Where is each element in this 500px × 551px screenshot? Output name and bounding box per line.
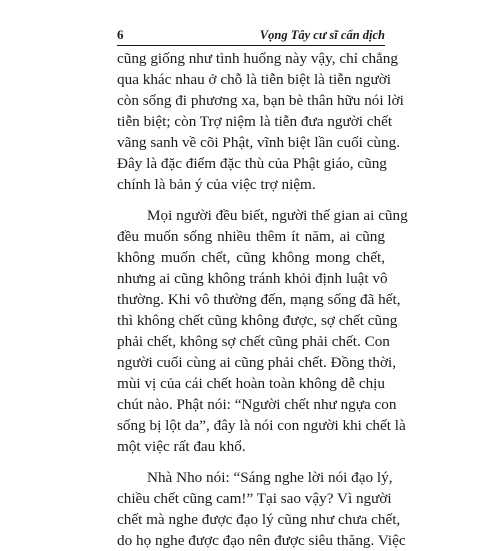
text-line: tiễn biệt; còn Trợ niệm là tiễn đưa người chết: [117, 113, 393, 130]
page-header: [117, 27, 385, 43]
text-line: chiều chết cũng cam!” Tại sao vậy? Vì người: [117, 490, 392, 507]
page-number: 6: [117, 27, 124, 42]
text-line: cũng giống như tình huống này vậy, chỉ chẳng: [117, 50, 398, 67]
paragraph-3: [117, 467, 406, 551]
text-line: chết mà nghe được đạo lý cũng như chưa chết,: [117, 511, 401, 528]
text-line: Đây là đặc điểm đặc thù của Phật giáo, cũng: [117, 155, 387, 172]
text-line: sống bị lột da”, đây là nói con người khi chết là: [117, 417, 406, 434]
paragraph-gap: [117, 457, 385, 467]
text-line: một việc rất đau khổ.: [117, 438, 246, 455]
text-line: vãng sanh về cõi Phật, vĩnh biệt lần cuối cùng.: [117, 134, 401, 151]
text-line: Nhà Nho nói: “Sáng nghe lời nói đạo lý,: [147, 469, 393, 486]
text-line: chút nào. Phật nói: “Người chết như ngựa con: [117, 396, 397, 413]
text-line: chính là bản ý của việc trợ niệm.: [117, 176, 316, 193]
paragraph-1: [117, 48, 404, 195]
text-line: Mọi người đều biết, người thế gian ai cũng: [147, 207, 408, 224]
text-line: do họ nghe được đạo nên được siêu thăng. Việc: [117, 532, 406, 549]
text-line: qua khác nhau ở chỗ là tiễn biệt là tiễn người: [117, 71, 391, 88]
text-line: người cuối cùng ai cũng phải chết. Đồng thời,: [117, 354, 397, 371]
paragraph-gap: [117, 195, 385, 205]
text-line: còn sống đi phương xa, bạn bè thân hữu nói lời: [117, 92, 404, 109]
text-line: phải chết, không sợ chết cũng phải chết. Con: [117, 333, 390, 350]
paragraph-2: [117, 205, 408, 457]
text-line: nhưng ai cũng không tránh khỏi định luật vô: [117, 270, 388, 287]
header-divider: [117, 45, 385, 46]
running-title: Vọng Tây cư sĩ cẩn dịch: [259, 28, 385, 42]
text-line: thường. Khi vô thường đến, mạng sống đã hết,: [117, 291, 401, 308]
text-line: không muốn chết, cũng không mong chết,: [117, 249, 385, 266]
text-line: đều muốn sống nhiều thêm ít năm, ai cũng: [117, 228, 385, 245]
text-line: mùi vị của cái chết hoàn toàn không dễ chịu: [117, 375, 385, 392]
body-text: [117, 48, 408, 551]
text-line: thì không chết cũng không được, sợ chết cũng: [117, 312, 398, 329]
